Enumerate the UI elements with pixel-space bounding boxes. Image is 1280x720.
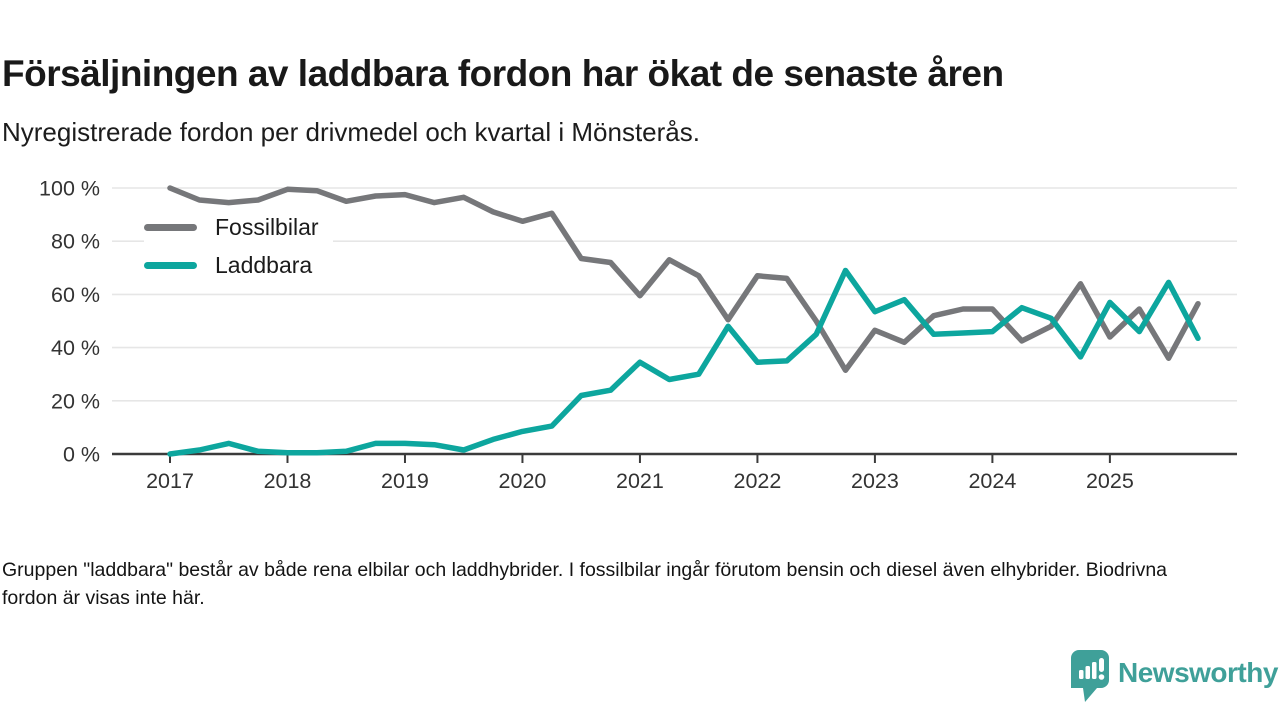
x-axis-tick-label: 2022: [733, 469, 782, 493]
newsworthy-logo: [1071, 650, 1278, 702]
x-axis-tick-label: 2023: [850, 469, 899, 493]
x-axis-tick-label: 2017: [146, 469, 194, 493]
chart-legend: [144, 210, 333, 286]
legend-label-fossilbilar: Fossilbilar: [215, 213, 319, 240]
x-axis-tick-label: 2024: [968, 469, 1017, 493]
y-axis-tick-label: 100 %: [39, 176, 100, 201]
x-axis-tick-label: 2018: [263, 469, 312, 493]
x-axis-tick-label: 2021: [616, 469, 664, 493]
legend-item-fossilbilar: [144, 210, 333, 244]
chart-footnote: Gruppen "laddbara" består av både rena elbilar och laddhybrider. I fossilbilar ingår förutom bensin och diesel även elhybrider. Biodrivna fordon är visas inte här.: [2, 559, 1168, 609]
legend-item-laddbara: [144, 248, 333, 282]
y-axis-tick-label: 80 %: [50, 229, 100, 254]
y-axis-tick-label: 60 %: [50, 282, 100, 307]
series-line-laddbara: [170, 271, 1198, 455]
y-axis-tick-label: 0 %: [62, 442, 100, 467]
newsworthy-logo-text: Newsworthy: [1118, 657, 1278, 688]
legend-label-laddbara: Laddbara: [215, 251, 313, 278]
legend-swatch-laddbara-icon: [144, 262, 197, 269]
speech-bubble-bar-chart-icon: [1071, 650, 1109, 702]
page-subtitle: Nyregistrerade fordon per drivmedel och kvartal i Mönsterås.: [2, 117, 700, 147]
x-axis-tick-label: 2025: [1085, 469, 1134, 493]
y-axis-tick-label: 20 %: [50, 389, 100, 414]
legend-swatch-fossilbilar-icon: [144, 224, 197, 231]
x-axis-tick-label: 2019: [381, 469, 429, 493]
page-title: Försäljningen av laddbara fordon har ökat de senaste åren: [2, 52, 1004, 94]
x-axis-tick-label: 2020: [498, 469, 547, 493]
y-axis-tick-label: 40 %: [50, 336, 100, 361]
